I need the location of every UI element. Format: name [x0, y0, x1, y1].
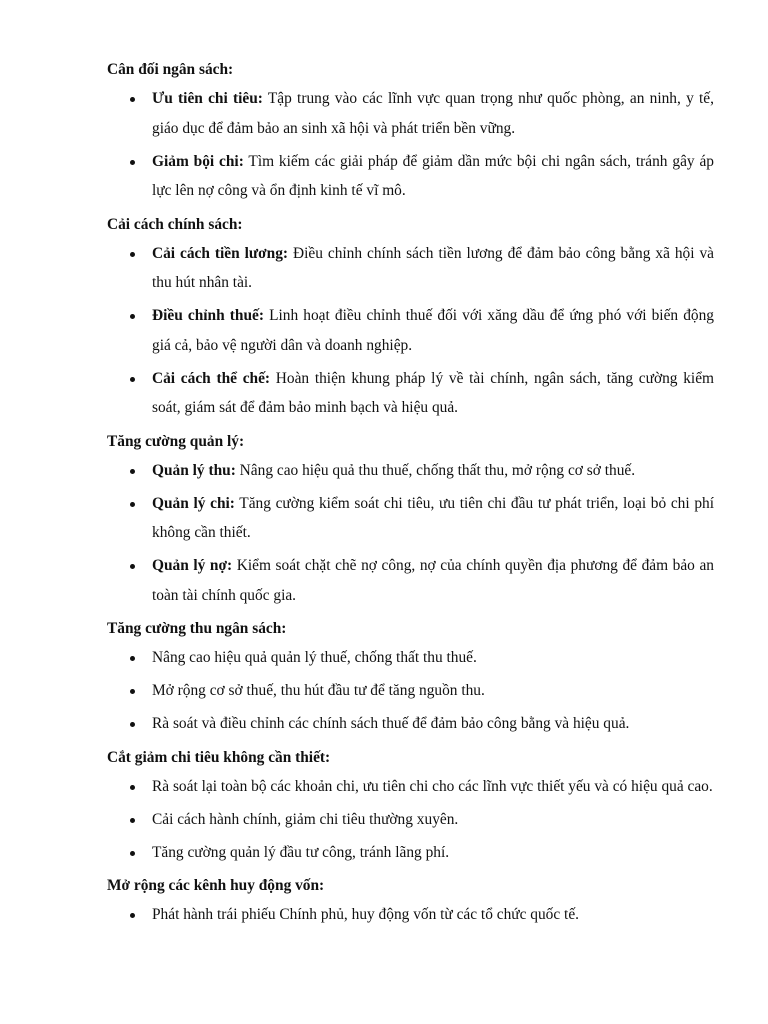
list-item	[107, 709, 714, 739]
section-heading: Mở rộng các kênh huy động vốn:	[107, 877, 325, 894]
bullet-list	[107, 239, 714, 423]
item-text: Linh hoạt điều chỉnh thuế đối với xăng dầu để ứng phó với biến động giá cả, bảo vệ người dân và doanh nghiệp.	[152, 307, 714, 354]
list-item	[107, 489, 714, 548]
bullet-icon	[130, 564, 135, 569]
bullet-icon	[130, 722, 135, 727]
bullet-list	[107, 643, 714, 739]
bullet-icon	[130, 785, 135, 790]
bullet-icon	[130, 469, 135, 474]
bullet-icon	[130, 656, 135, 661]
bullet-icon	[130, 252, 135, 257]
section-heading: Cắt giảm chi tiêu không cần thiết:	[107, 748, 331, 766]
bullet-icon	[130, 913, 135, 918]
bullet-icon	[130, 160, 135, 165]
item-label: Cải cách tiền lương:	[152, 244, 289, 262]
bullet-list	[107, 900, 714, 930]
bullet-list	[107, 84, 714, 206]
item-label: Ưu tiên chi tiêu:	[152, 90, 263, 107]
list-item	[107, 84, 714, 143]
item-text: Phát hành trái phiếu Chính phủ, huy động vốn từ các tổ chức quốc tế.	[152, 906, 580, 923]
item-text: Tìm kiếm các giải pháp để giảm dần mức bội chi ngân sách, tránh gây áp lực lên nợ công và ổn định kinh tế vĩ mô.	[152, 152, 714, 199]
item-label: Quản lý thu:	[152, 461, 236, 479]
document-content	[107, 55, 714, 934]
list-item	[107, 805, 714, 835]
section-heading: Cải cách chính sách:	[107, 215, 243, 233]
item-text: Kiểm soát chặt chẽ nợ công, nợ của chính quyền địa phương để đảm bảo an toàn tài chính quốc gia.	[152, 557, 714, 604]
bullet-icon	[130, 689, 135, 694]
list-item	[107, 772, 714, 802]
item-text: Nâng cao hiệu quả thu thuế, chống thất thu, mở rộng cơ sở thuế.	[235, 461, 636, 479]
item-text: Hoàn thiện khung pháp lý về tài chính, ngân sách, tăng cường kiểm soát, giám sát để đảm bảo minh bạch và hiệu quả.	[152, 369, 714, 416]
list-item	[107, 239, 714, 298]
section-heading: Cân đối ngân sách:	[107, 61, 234, 78]
item-text: Mở rộng cơ sở thuế, thu hút đầu tư để tăng nguồn thu.	[152, 682, 485, 699]
list-item	[107, 551, 714, 610]
list-item	[107, 838, 714, 868]
item-text: Tăng cường quản lý đầu tư công, tránh lãng phí.	[152, 843, 450, 861]
bullet-icon	[130, 377, 135, 382]
bullet-icon	[130, 502, 135, 507]
item-label: Quản lý nợ:	[152, 557, 233, 574]
item-label: Quản lý chi:	[152, 494, 235, 512]
item-label: Giảm bội chi:	[152, 152, 244, 170]
list-item	[107, 456, 714, 486]
bullet-icon	[130, 314, 135, 319]
bullet-icon	[130, 851, 135, 856]
list-item	[107, 364, 714, 423]
list-item	[107, 643, 714, 673]
item-text: Điều chỉnh chính sách tiền lương để đảm bảo công bằng xã hội và thu hút nhân tài.	[152, 244, 714, 291]
item-text: Rà soát và điều chỉnh các chính sách thuế để đảm bảo công bằng và hiệu quả.	[152, 715, 630, 732]
bullet-icon	[130, 97, 135, 102]
section-heading: Tăng cường thu ngân sách:	[107, 620, 287, 637]
list-item	[107, 900, 714, 930]
bullet-list	[107, 772, 714, 868]
item-text: Nâng cao hiệu quả quản lý thuế, chống thất thu thuế.	[152, 649, 477, 666]
item-text: Cải cách hành chính, giảm chi tiêu thường xuyên.	[152, 810, 459, 828]
item-text: Tập trung vào các lĩnh vực quan trọng như quốc phòng, an ninh, y tế, giáo dục để đảm bảo an sinh xã hội và phát triển bền vững.	[152, 90, 714, 137]
section-heading: Tăng cường quản lý:	[107, 432, 245, 450]
bullet-list	[107, 456, 714, 611]
bullet-icon	[130, 818, 135, 823]
list-item	[107, 147, 714, 206]
item-label: Cải cách thể chế:	[152, 369, 271, 387]
item-label: Điều chỉnh thuế:	[152, 307, 264, 324]
item-text: Tăng cường kiểm soát chi tiêu, ưu tiên chi đầu tư phát triển, loại bỏ chi phí không cần thiết.	[152, 494, 714, 541]
list-item	[107, 676, 714, 706]
list-item	[107, 301, 714, 360]
item-text: Rà soát lại toàn bộ các khoản chi, ưu tiên chi cho các lĩnh vực thiết yếu và có hiệu quả cao.	[152, 777, 713, 795]
